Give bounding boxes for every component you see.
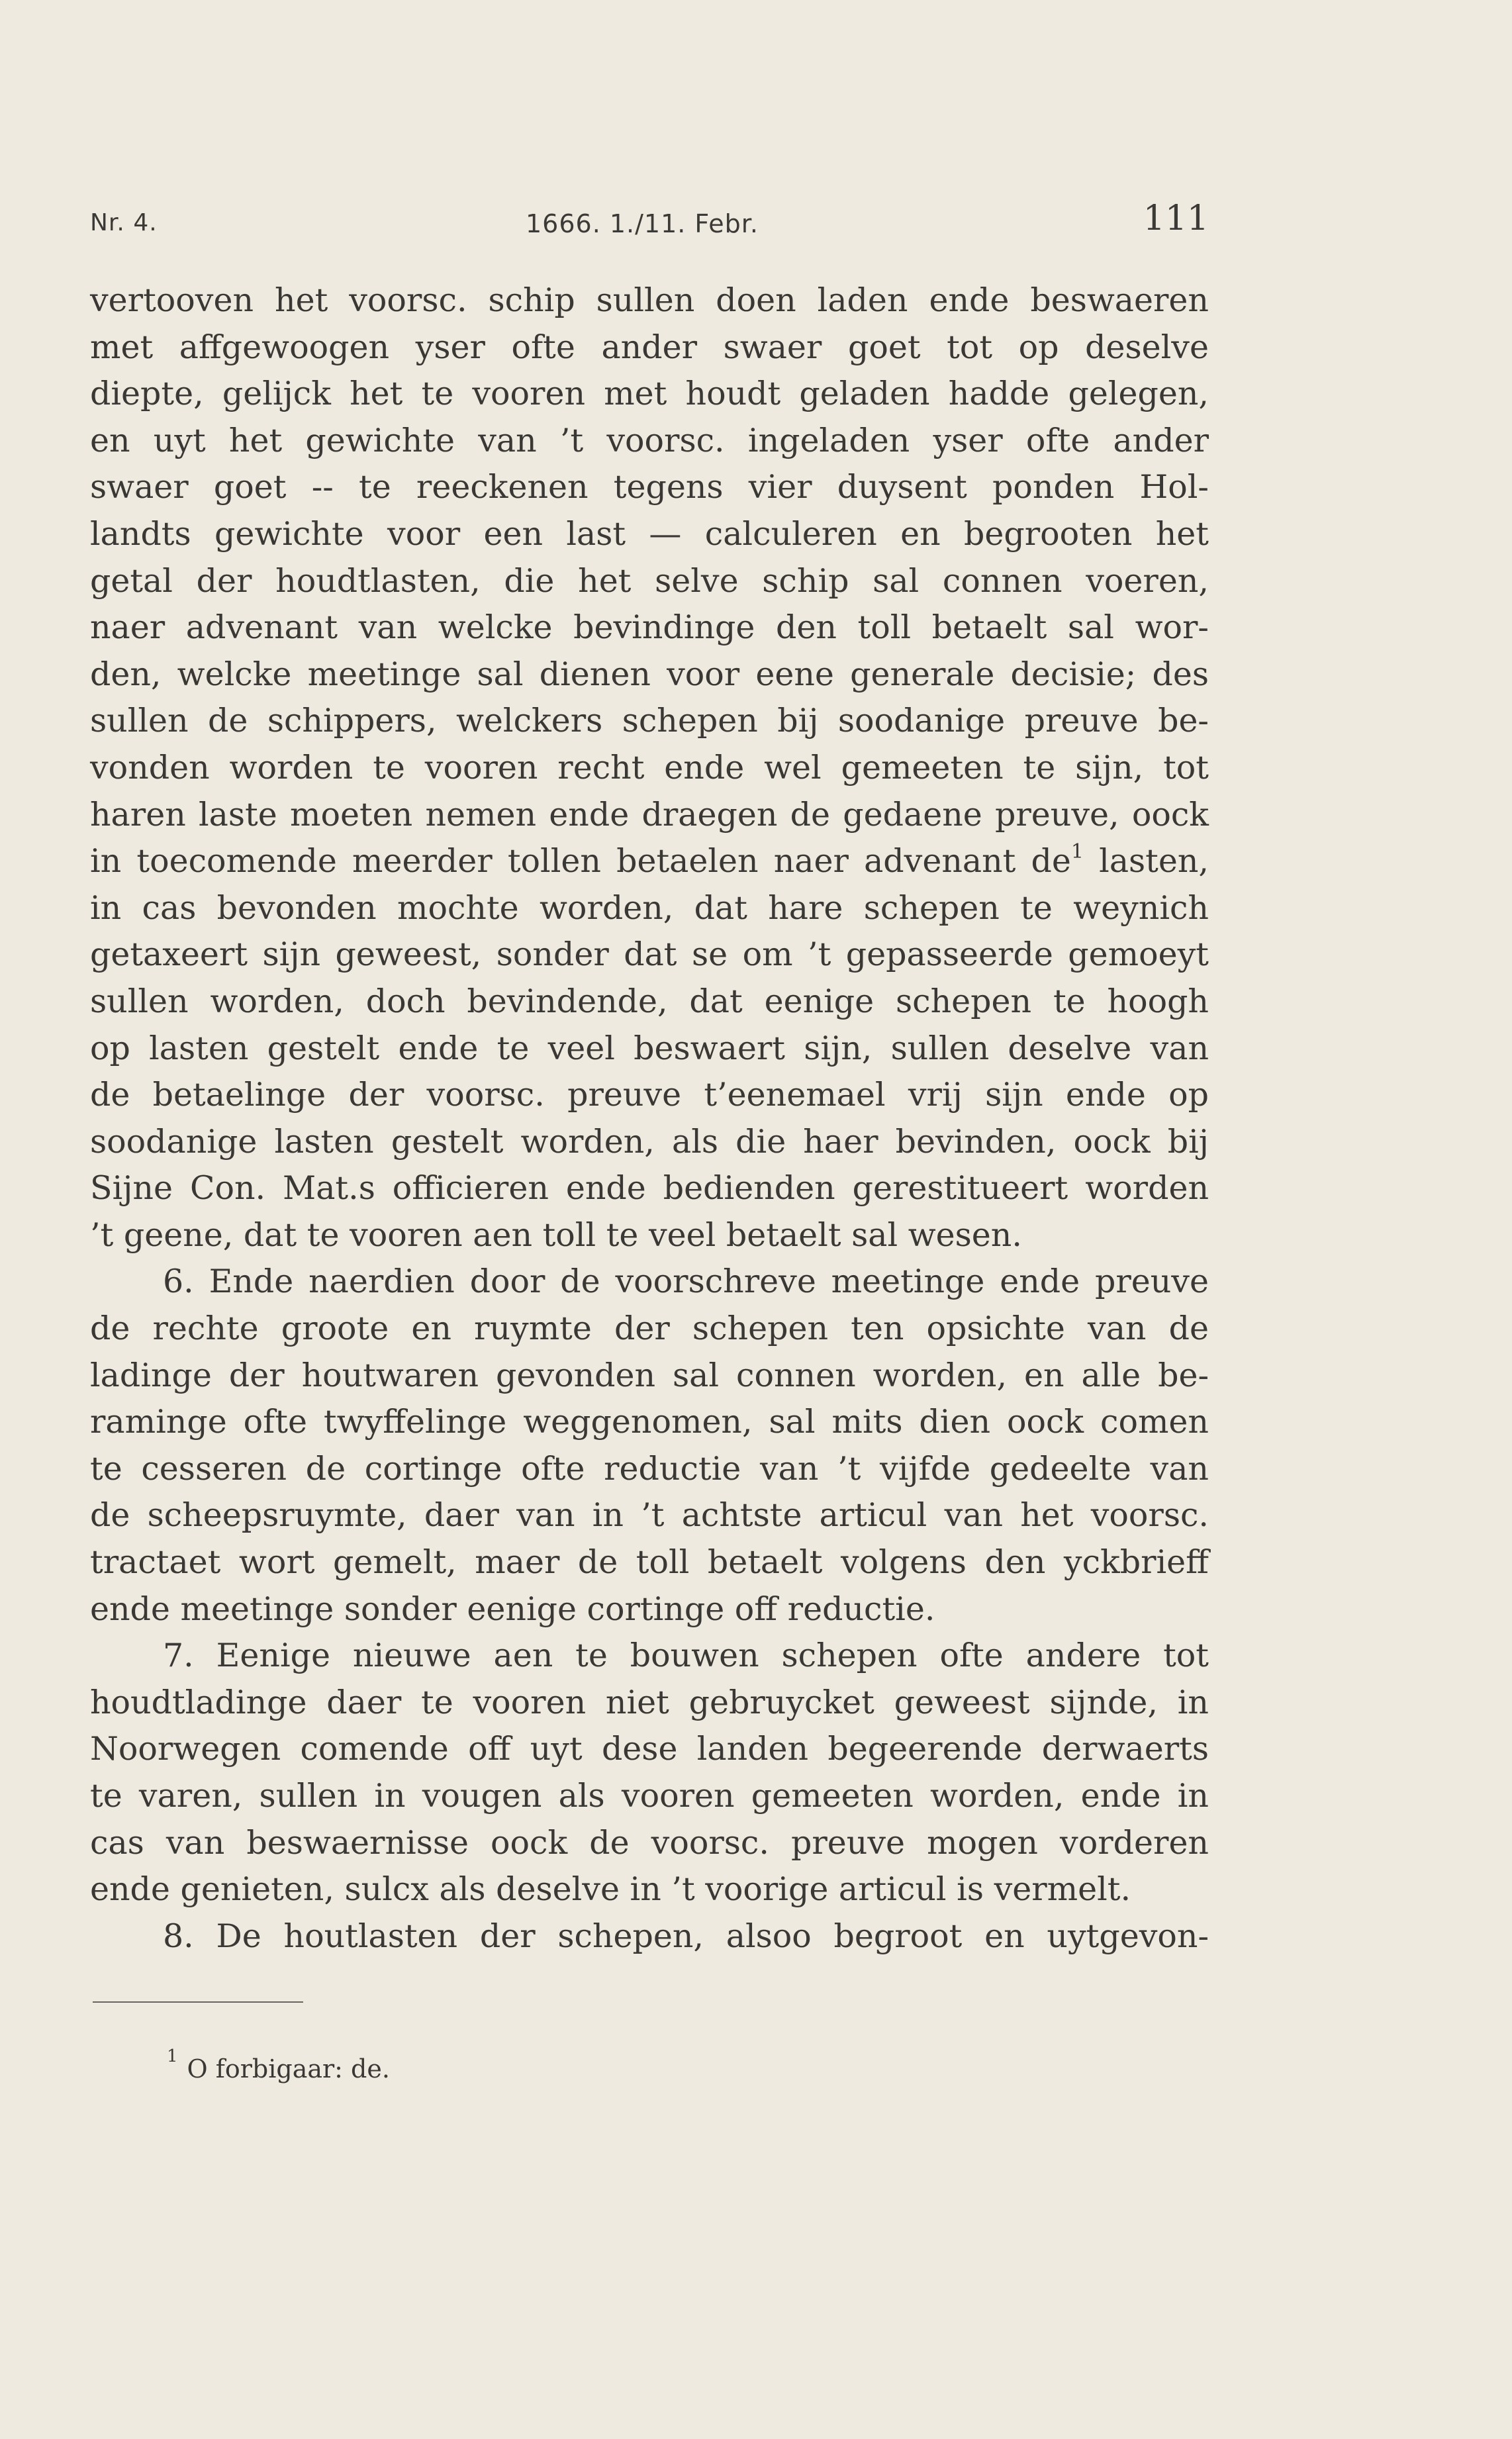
paragraph-8-start: 8. De houtlasten der schepen, alsoo begroot en uytgevon-	[163, 1917, 1209, 1955]
issue-number: Nr. 4.	[90, 209, 158, 236]
text-line: landts gewichte voor een last — calculeren en begrooten het	[90, 514, 1209, 553]
text-line: de rechte groote en ruymte der schepen ten opsichte van de	[90, 1310, 1209, 1348]
text-line: te cesseren de cortinge ofte reductie van ’t vijfde gedeelte van	[90, 1449, 1209, 1488]
text-line: en uyt het gewichte van ’t voorsc. ingeladen yser ofte ander	[90, 421, 1209, 459]
text-line: getal der houdtlasten, die het selve schip sal connen voeren,	[90, 561, 1209, 600]
text-line-with-footnote	[90, 838, 1209, 885]
text-line: de scheepsruymte, daer van in ’t achtste articul van het voorsc.	[90, 1496, 1209, 1535]
footnote-text: O forbigaar: de.	[187, 2054, 390, 2083]
text-segment: in toecomende meerder tollen betaelen naer advenant de	[90, 842, 1071, 881]
text-line: op lasten gestelt ende te veel beswaert sijn, sullen deselve van	[90, 1029, 1209, 1067]
text-line: den, welcke meetinge sal dienen voor eene generale decisie; des	[90, 655, 1209, 693]
text-line: tractaet wort gemelt, maer de toll betaelt volgens den yckbrieff	[90, 1543, 1209, 1582]
text-line: ende genieten, sulcx als deselve in ’t voorige articul is vermelt.	[90, 1870, 1131, 1909]
text-line: vonden worden te vooren recht ende wel gemeeten te sijn, tot	[90, 748, 1209, 787]
page-number: 111	[1143, 199, 1209, 238]
text-line: in cas bevonden mochte worden, dat hare schepen te weynich	[90, 888, 1209, 927]
text-line: raminge ofte twyffelinge weggenomen, sal mits dien oock comen	[90, 1403, 1209, 1441]
paragraph-7-start: 7. Eenige nieuwe aen te bouwen schepen ofte andere tot	[163, 1637, 1209, 1675]
text-segment: lasten,	[1099, 842, 1209, 881]
text-line: Noorwegen comende off uyt dese landen begeerende derwaerts	[90, 1730, 1209, 1768]
text-line: vertooven het voorsc. schip sullen doen laden ende beswaeren	[90, 281, 1209, 319]
text-line: haren laste moeten nemen ende draegen de gedaene preuve, oock	[90, 795, 1209, 834]
text-line: te varen, sullen in vougen als vooren gemeeten worden, ende in	[90, 1777, 1209, 1815]
footnote-divider	[93, 2001, 303, 2003]
text-line: cas van beswaernisse oock de voorsc. preuve mogen vorderen	[90, 1823, 1209, 1862]
document-date: 1666. 1./11. Febr.	[526, 209, 759, 238]
text-line: de betaelinge der voorsc. preuve t’eenemael vrij sijn ende op	[90, 1076, 1209, 1114]
text-line: naer advenant van welcke bevindinge den toll betaelt sal wor-	[90, 608, 1209, 647]
text-line: soodanige lasten gestelt worden, als die haer bevinden, oock bij	[90, 1122, 1209, 1161]
text-line: getaxeert sijn geweest, sonder dat se om ’t gepasseerde gemoeyt	[90, 935, 1209, 974]
footnote-marker: 1	[167, 2046, 178, 2067]
footnote-reference: 1	[1070, 839, 1084, 863]
text-line: houdtladinge daer te vooren niet gebruycket geweest sijnde, in	[90, 1683, 1209, 1721]
page-header	[90, 199, 1209, 238]
text-line: ladinge der houtwaren gevonden sal connen worden, en alle be-	[90, 1356, 1209, 1394]
text-line: ’t geene, dat te vooren aen toll te veel betaelt sal wesen.	[90, 1216, 1022, 1254]
text-line: sullen worden, doch bevindende, dat eenige schepen te hoogh	[90, 982, 1209, 1020]
text-line: Sijne Con. Mat.s officieren ende bedienden gerestitueert worden	[90, 1169, 1209, 1208]
text-line: diepte, gelijck het te vooren met houdt geladen hadde gelegen,	[90, 375, 1209, 413]
text-line: sullen de schippers, welckers schepen bij soodanige preuve be-	[90, 702, 1209, 740]
text-line: met affgewoogen yser ofte ander swaer goet tot op deselve	[90, 328, 1209, 366]
body-text	[90, 277, 1209, 1960]
text-line: ende meetinge sonder eenige cortinge off reductie.	[90, 1590, 935, 1628]
text-line: swaer goet -- te reeckenen tegens vier duysent ponden Hol-	[90, 468, 1209, 506]
footnote	[167, 2046, 390, 2083]
paragraph-6-start: 6. Ende naerdien door de voorschreve meetinge ende preuve	[163, 1263, 1209, 1301]
